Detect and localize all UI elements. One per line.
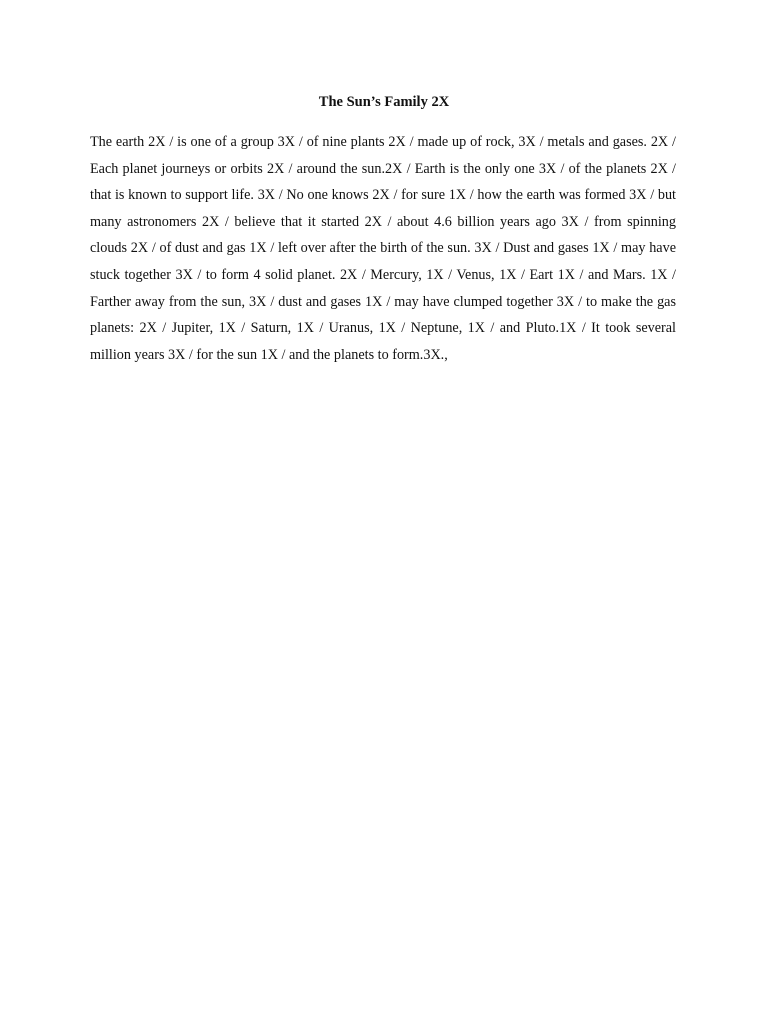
document-title: The Sun’s Family 2X	[318, 94, 450, 110]
document-body-paragraph: The earth 2X / is one of a group 3X / of nine plants 2X / made up of rock, 3X / metals and gases. 2X / Each planet journeys or orbits 2X / around the sun.2X / Earth is the only one 3X / of the planets 2X / that is known to support life. 3X / No one knows 2X / for sure 1X / how the earth was formed 3X / but many astronomers 2X / believe that it started 2X / about 4.6 billion years ago 3X / from spinning clouds 2X / of dust and gas 1X / left over after the birth of the sun. 3X / Dust and gases 1X / may have stuck together 3X / to form 4 solid planet. 2X / Mercury, 1X / Venus, 1X / Eart 1X / and Mars. 1X / Farther away from the sun, 3X / dust and gases 1X / may have clumped together 3X / to make the gas planets: 2X / Jupiter, 1X / Saturn, 1X / Uranus, 1X / Neptune, 1X / and Pluto.1X / It took several million years 3X / for the sun 1X / and the planets to form.3X.,	[90, 134, 676, 363]
